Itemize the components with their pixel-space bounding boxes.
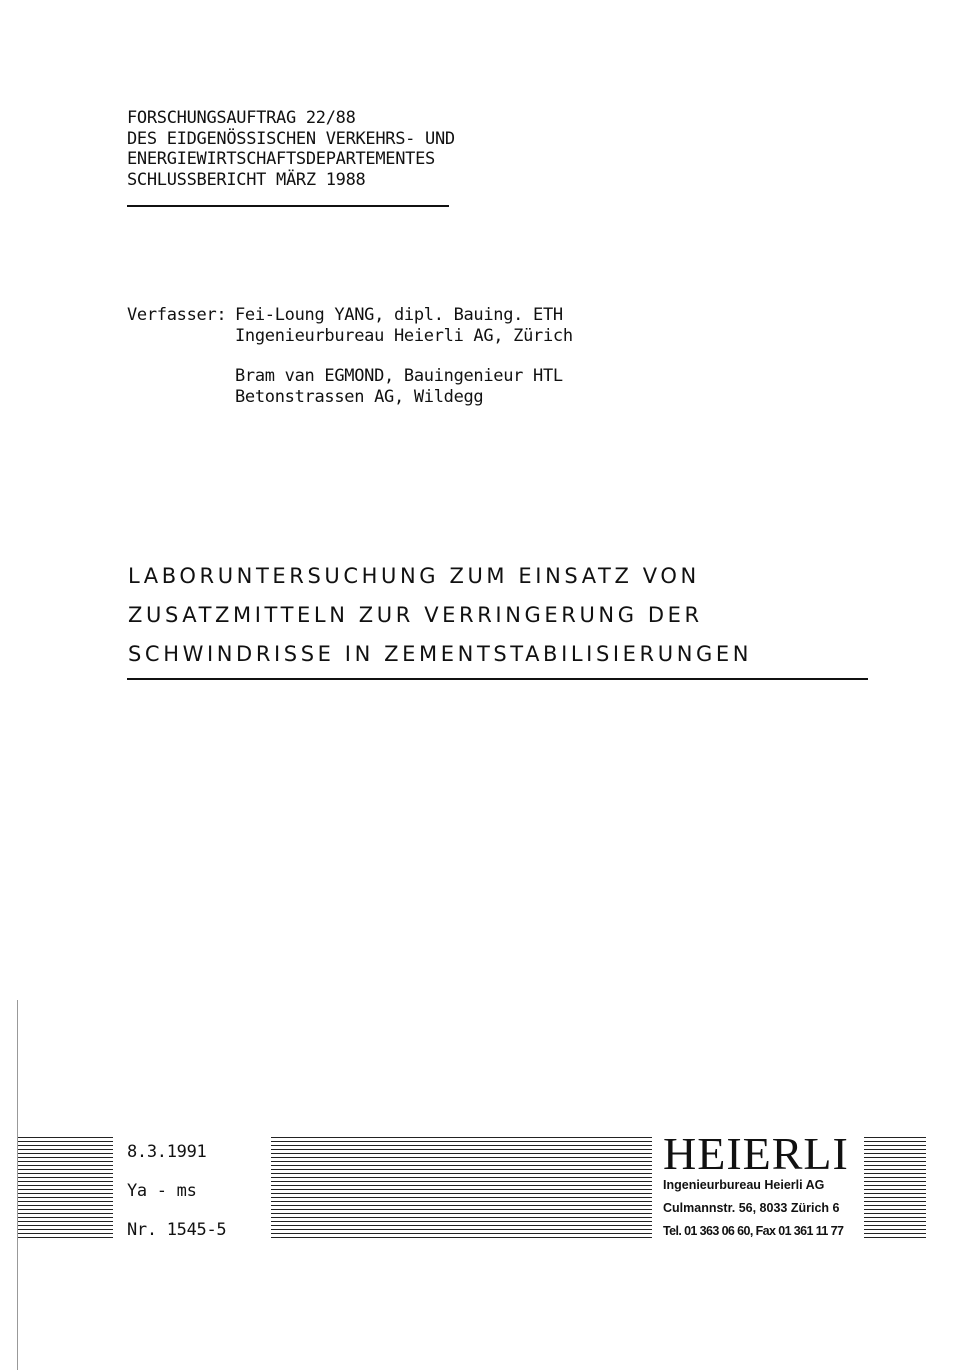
- author1-line: Fei-Loung YANG, dipl. Bauing. ETH: [235, 305, 563, 325]
- author2-line: Betonstrassen AG, Wildegg: [235, 386, 484, 407]
- authors-label: Verfasser:: [127, 305, 227, 325]
- footer-hatch-middle: [271, 1137, 652, 1238]
- author2-line: Bram van EGMOND, Bauingenieur HTL: [235, 366, 563, 386]
- title-line: SCHWINDRISSE IN ZEMENTSTABILISIERUNGEN: [128, 642, 753, 666]
- header-line: DES EIDGENÖSSISCHEN VERKEHRS- UND: [127, 128, 455, 149]
- company-contact: Tel. 01 363 06 60, Fax 01 361 11 77: [663, 1224, 844, 1238]
- report-title: [128, 557, 752, 674]
- header-line: ENERGIEWIRTSCHAFTSDEPARTEMENTES: [127, 149, 435, 169]
- header-rule: [127, 205, 449, 207]
- title-line: LABORUNTERSUCHUNG ZUM EINSATZ VON: [128, 564, 700, 588]
- footer-hatch-right: [864, 1137, 926, 1238]
- footer-hatch-left: [18, 1137, 113, 1238]
- document-initials: Ya - ms: [127, 1181, 197, 1201]
- company-logo: HEIERLI: [663, 1128, 849, 1179]
- document-number: Nr. 1545-5: [127, 1220, 227, 1240]
- title-rule: [127, 678, 868, 680]
- title-line: ZUSATZMITTELN ZUR VERRINGERUNG DER: [128, 603, 703, 627]
- company-name: Ingenieurbureau Heierli AG: [663, 1178, 825, 1192]
- company-address: Culmannstr. 56, 8033 Zürich 6: [663, 1201, 840, 1215]
- author1-line: Ingenieurbureau Heierli AG, Zürich: [235, 325, 573, 346]
- report-header: [127, 108, 455, 190]
- document-date: 8.3.1991: [127, 1142, 207, 1162]
- header-line: SCHLUSSBERICHT MÄRZ 1988: [127, 169, 366, 190]
- header-line: FORSCHUNGSAUFTRAG 22/88: [127, 108, 356, 128]
- authors-section: [127, 305, 573, 407]
- document-meta: [127, 1142, 226, 1259]
